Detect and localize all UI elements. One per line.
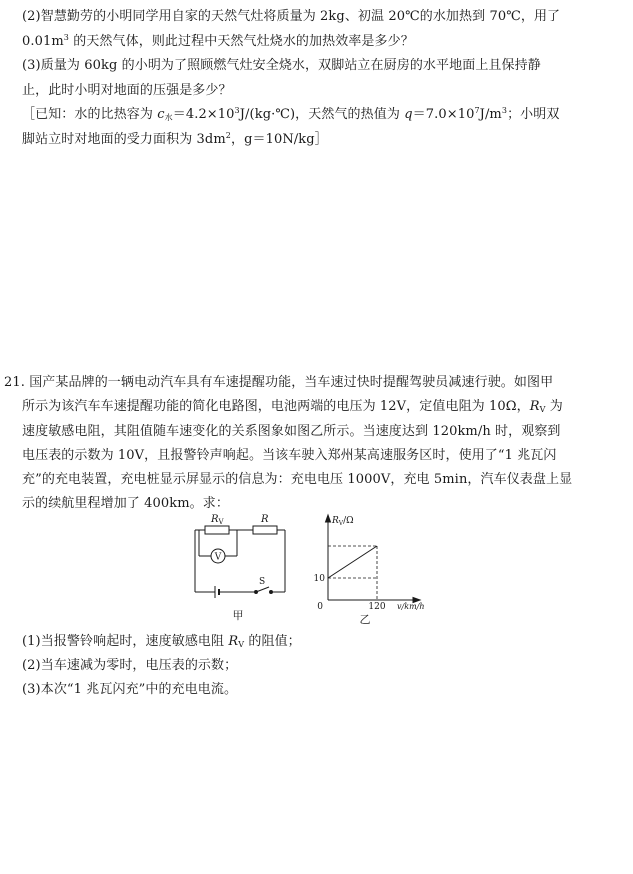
q-prev-known-line2: 脚站立时对地面的受力面积为 $3dm^2$，g＝10N/kg］ [22, 131, 328, 147]
q21-line1: 21. 国产某品牌的一辆电动汽车具有车速提醒功能，当车速过快时提醒驾驶员减速行驶。如图甲 [4, 375, 554, 390]
switch-lever [256, 587, 269, 592]
circuit-caption: 甲 [232, 609, 244, 622]
label-s: S [259, 577, 266, 587]
q21-sub3: (3)本次“1 兆瓦闪充”中的充电电流。 [22, 682, 238, 697]
q21-sub2: (2)当车速减为零时，电压表的示数； [22, 658, 238, 673]
q21-line2: 所示为该汽车车速提醒功能的简化电路图，电池两端的电压为 12V，定值电阻为 10Ω，$R_V$ 为 [22, 399, 563, 414]
circuit-diagram [185, 512, 295, 622]
rv-line [328, 546, 377, 578]
y-tick-10: 10 [313, 574, 325, 584]
y-axis-label: $R_V/\Omega$ [332, 516, 354, 527]
rv-speed-graph [305, 510, 440, 628]
label-rv: $R_V$ [211, 514, 224, 526]
label-r: R [261, 514, 269, 525]
x-axis-label: v/km/h [397, 602, 425, 611]
origin-label: 0 [317, 602, 323, 612]
graph-caption: 乙 [359, 613, 371, 626]
q21-line5: 充”的充电装置，充电桩显示屏显示的信息为：充电电压 1000V，充电 5min，汽车仪表盘上显 [22, 472, 573, 487]
q21-line4: 电压表的示数为 10V，且报警铃声响起。当该车驶入郑州某高速服务区时，使用了“1 兆瓦闪 [22, 448, 557, 463]
resistor-rv [205, 526, 229, 534]
q-prev-part3-line2: 止，此时小明对地面的压强是多少？ [22, 83, 232, 98]
q-prev-part2-line1: (2)智慧勤劳的小明同学用自家的天然气灶将质量为 2kg、初温 20℃的水加热到 70℃，用了 [22, 9, 561, 24]
label-v: V [214, 552, 222, 563]
q21-line6: 示的续航里程增加了 400km。求： [22, 496, 229, 511]
q-prev-known-line1: ［已知：水的比热容为 $c_水=4.2\times 10^3J/(kg\cdot℃)$，天然气的热值为 $q=7.0\times 10^7J/m^3$；小明双 [22, 106, 560, 122]
q21-sub1: (1)当报警铃响起时，速度敏感电阻 $R_V$ 的阻值； [22, 634, 301, 649]
q-prev-part2-line2: $0.01m^3$ 的天然气体，则此过程中天然气灶烧水的加热效率是多少？ [22, 33, 414, 49]
y-axis-arrow [326, 515, 331, 522]
q-prev-part3-line1: (3)质量为 60kg 的小明为了照顾燃气灶安全烧水，双脚站立在厨房的水平地面上且保持静 [22, 58, 541, 73]
x-tick-120: 120 [368, 602, 386, 612]
q21-line3: 速度敏感电阻，其阻值随车速变化的关系图象如图乙所示。当速度达到 120km/h 时，观察到 [22, 424, 561, 439]
resistor-r [253, 526, 277, 534]
